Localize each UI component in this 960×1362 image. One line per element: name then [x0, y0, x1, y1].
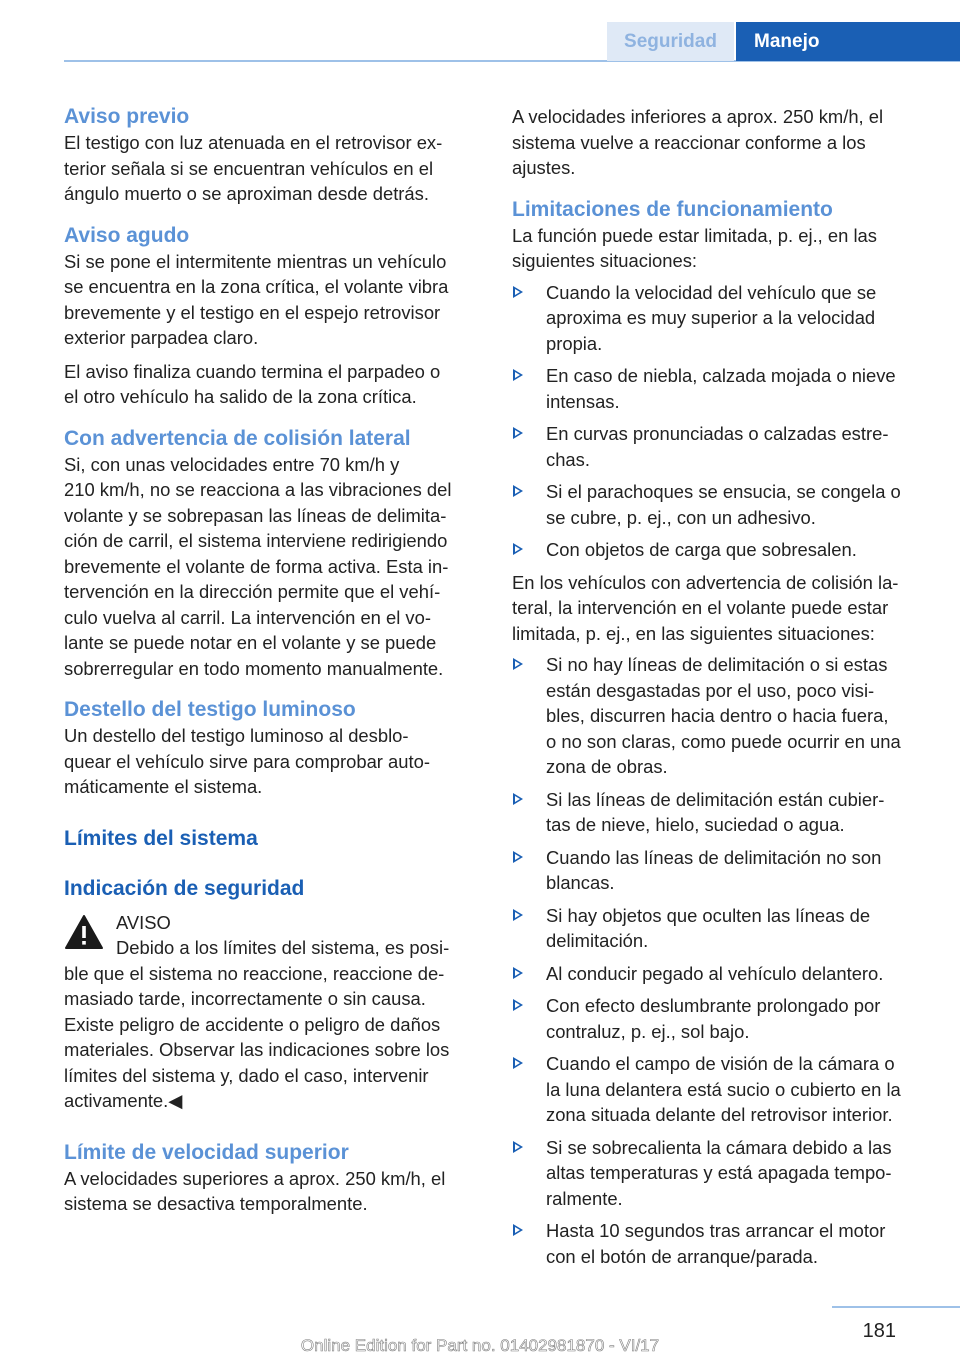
list-limitaciones — [512, 280, 928, 563]
paragraph: La función puede estar limitada, p. ej., en las siguientes situaciones: — [512, 224, 877, 271]
triangle-bullet-icon — [513, 1141, 523, 1153]
list-item — [512, 537, 928, 563]
list-item — [512, 421, 928, 472]
list-item — [512, 961, 928, 987]
triangle-bullet-icon — [513, 967, 523, 979]
triangle-bullet-icon — [513, 658, 523, 670]
heading-destello: Destello del testigo luminoso — [64, 698, 356, 721]
list-item — [512, 1051, 928, 1128]
paragraph: El testigo con luz atenuada en el retrovisor ex‐ terior señala si se encuentran vehículos en el ángulo muerto o se aproximan desde detrás. — [64, 132, 443, 204]
list-item-text: En caso de niebla, calzada mojada o nieve intensas. — [546, 365, 896, 412]
paragraph: A velocidades superiores a aprox. 250 km/h, el sistema se desactiva temporalmente. — [64, 1167, 446, 1214]
heading-limitaciones: Limitaciones de funcionamiento — [512, 197, 833, 221]
paragraph: En los vehículos con advertencia de colisión la‐ teral, la intervención en el volante puede estar limitada, p. ej., en las siguientes situaciones: — [512, 571, 899, 644]
warning-box — [64, 910, 480, 1114]
list-item-text: Cuando el campo de visión de la cámara o la luna delantera está sucio o cubierto en la zona situada delante del retrovisor interior. — [546, 1053, 901, 1125]
triangle-bullet-icon — [513, 999, 523, 1011]
triangle-bullet-icon — [513, 369, 523, 381]
list-item — [512, 903, 928, 954]
list-item — [512, 280, 928, 357]
list-item-text: En curvas pronunciadas o calzadas estre‐ chas. — [546, 423, 889, 470]
triangle-bullet-icon — [513, 286, 523, 298]
triangle-bullet-icon — [513, 909, 523, 921]
footer-rule — [832, 1306, 960, 1308]
triangle-bullet-icon — [513, 1224, 523, 1236]
paragraph: El aviso finaliza cuando termina el parpadeo o el otro vehículo ha salido de la zona crítica. — [64, 360, 441, 407]
list-item — [512, 845, 928, 896]
list-item — [512, 787, 928, 838]
right-column — [512, 104, 928, 1276]
triangle-bullet-icon — [513, 851, 523, 863]
triangle-bullet-icon — [513, 543, 523, 555]
page-number: 181 — [862, 1320, 896, 1342]
tab-manejo[interactable]: Manejo — [736, 22, 960, 61]
paragraph: Un destello del testigo luminoso al desblo‐ quear el vehículo sirve para comprobar auto‐ máticamente el sistema. — [64, 725, 430, 797]
list-item-text: Hasta 10 segundos tras arrancar el motor con el botón de arranque/parada. — [546, 1220, 886, 1267]
heading-limites-sistema: Límites del sistema — [64, 826, 258, 850]
warning-title: AVISO — [116, 911, 171, 933]
list-item-text: Con objetos de carga que sobresalen. — [546, 539, 857, 560]
paragraph: A velocidades inferiores a aprox. 250 km/h, el sistema vuelve a reaccionar conforme a los ajustes. — [512, 106, 884, 178]
list-item-text: Al conducir pegado al vehículo delantero. — [546, 962, 884, 984]
triangle-bullet-icon — [513, 427, 523, 439]
warning-text: Debido a los límites del sistema, es posi‐ ble que el sistema no reaccione, reaccione de‐ masiado tarde, incorrectamente o sin causa. Existe peligro de accidente o peligro de daños materiales. Observar las indicaciones sobre los límites del sistema y, dado el caso, intervenir activamente.◀ — [64, 937, 450, 1111]
list-item-text: Si se sobrecalienta la cámara debido a las altas temperaturas y está apagada tempo‐ ralmente. — [546, 1136, 892, 1209]
list-item — [512, 1135, 928, 1212]
list-item-text: Cuando la velocidad del vehículo que se aproxima es muy superior a la velocidad propia. — [546, 281, 877, 354]
list-item — [512, 652, 928, 780]
triangle-bullet-icon — [513, 485, 523, 497]
heading-aviso-previo: Aviso previo — [64, 105, 190, 128]
heading-advertencia-colision: Con advertencia de colisión lateral — [64, 426, 411, 450]
left-column — [64, 104, 480, 1217]
paragraph: Si se pone el intermitente mientras un vehículo se encuentra en la zona crítica, el volante vibra brevemente y el testigo en el espejo retrovisor exterior parpadea claro. — [64, 250, 449, 348]
warning-triangle-icon — [64, 914, 104, 950]
list-item-text: Con efecto deslumbrante prolongado por contraluz, p. ej., sol bajo. — [546, 995, 881, 1042]
paragraph: Si, con unas velocidades entre 70 km/h y 210 km/h, no se reacciona a las vibraciones del volante y se sobrepasan las líneas de delimita‐ ción de carril, el sistema interviene redirigiendo brevemente el volante de forma activa. Esta in‐ tervención en la dirección permite que el vehí‐ culo vuelva al carril. La intervención en el vo‐ lante se puede notar en el volante y se puede sobrerregular en todo momento manualmente. — [64, 453, 452, 679]
heading-aviso-agudo: Aviso agudo — [64, 223, 190, 247]
list-item — [512, 993, 928, 1044]
list-colision-lateral — [512, 652, 928, 1269]
list-item — [512, 1218, 928, 1269]
triangle-bullet-icon — [513, 793, 523, 805]
edition-footer: Online Edition for Part no. 01402981870 - VI/17 — [300, 1336, 660, 1355]
list-item-text: Si hay objetos que oculten las líneas de delimitación. — [546, 904, 871, 951]
list-item-text: Cuando las líneas de delimitación no son blancas. — [546, 846, 882, 893]
heading-limite-velocidad: Límite de velocidad superior — [64, 1140, 349, 1164]
triangle-bullet-icon — [513, 1057, 523, 1069]
tab-seguridad[interactable]: Seguridad — [607, 22, 734, 61]
list-item-text: Si el parachoques se ensucia, se congela o se cubre, p. ej., con un adhesivo. — [546, 481, 901, 528]
heading-indicacion-seguridad: Indicación de seguridad — [64, 876, 305, 900]
list-item — [512, 479, 928, 530]
list-item — [512, 363, 928, 414]
list-item-text: Si las líneas de delimitación están cubier‐ tas de nieve, hielo, suciedad o agua. — [546, 788, 885, 835]
list-item-text: Si no hay líneas de delimitación o si estas están desgastadas por el uso, poco visi‐ bles, discurren hacia dentro o hacia fuera, o no son claras, como puede ocurrir en una zona de obras. — [546, 654, 901, 777]
